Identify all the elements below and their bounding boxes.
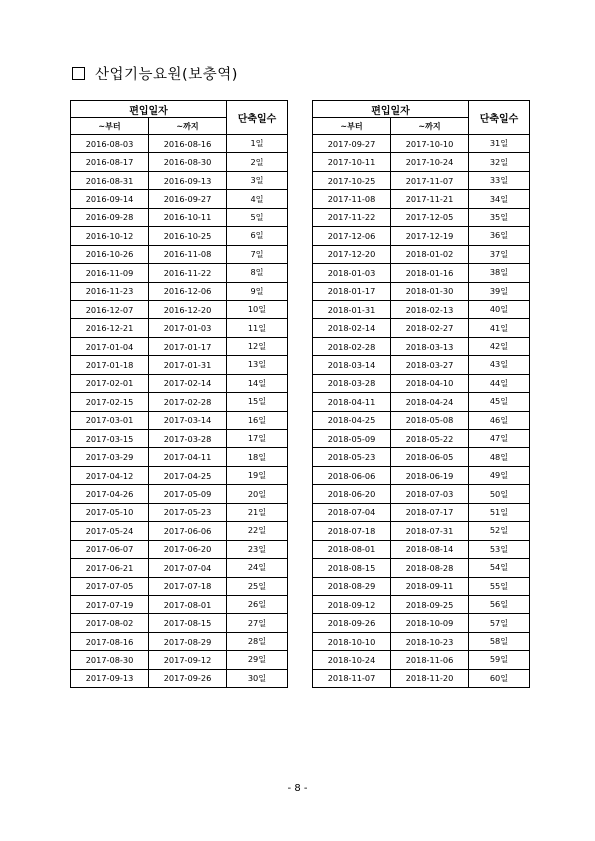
cell-reduction-days: 21일: [227, 503, 288, 521]
table-row: [71, 190, 288, 208]
table-row: [71, 430, 288, 448]
cell-from-date: 2017-10-25: [313, 171, 391, 189]
cell-reduction-days: 35일: [469, 208, 530, 226]
cell-from-date: 2017-01-04: [71, 337, 149, 355]
cell-to-date: 2016-09-13: [149, 171, 227, 189]
header-to: ~까지: [149, 118, 227, 135]
cell-reduction-days: 48일: [469, 448, 530, 466]
table-row: [71, 153, 288, 171]
cell-reduction-days: 36일: [469, 227, 530, 245]
cell-from-date: 2018-08-29: [313, 577, 391, 595]
cell-from-date: 2018-04-25: [313, 411, 391, 429]
cell-to-date: 2018-04-24: [391, 393, 469, 411]
table-row: [313, 503, 530, 521]
cell-to-date: 2018-03-27: [391, 356, 469, 374]
cell-to-date: 2016-10-11: [149, 208, 227, 226]
cell-from-date: 2017-08-16: [71, 632, 149, 650]
table-row: [71, 595, 288, 613]
cell-from-date: 2018-06-20: [313, 485, 391, 503]
table-row: [313, 430, 530, 448]
cell-reduction-days: 34일: [469, 190, 530, 208]
cell-to-date: 2017-08-15: [149, 614, 227, 632]
table-row: [71, 466, 288, 484]
cell-reduction-days: 13일: [227, 356, 288, 374]
cell-from-date: 2018-02-28: [313, 337, 391, 355]
cell-from-date: 2016-10-26: [71, 245, 149, 263]
cell-reduction-days: 59일: [469, 651, 530, 669]
table-row: [313, 393, 530, 411]
table-row: [71, 559, 288, 577]
cell-reduction-days: 58일: [469, 632, 530, 650]
cell-reduction-days: 18일: [227, 448, 288, 466]
cell-reduction-days: 14일: [227, 374, 288, 392]
cell-from-date: 2017-06-07: [71, 540, 149, 558]
cell-reduction-days: 57일: [469, 614, 530, 632]
cell-to-date: 2017-03-28: [149, 430, 227, 448]
cell-to-date: 2017-03-14: [149, 411, 227, 429]
cell-to-date: 2016-11-22: [149, 264, 227, 282]
cell-reduction-days: 17일: [227, 430, 288, 448]
table-row: [313, 448, 530, 466]
cell-to-date: 2018-02-27: [391, 319, 469, 337]
cell-to-date: 2018-04-10: [391, 374, 469, 392]
table-row: [71, 282, 288, 300]
cell-to-date: 2017-01-03: [149, 319, 227, 337]
cell-reduction-days: 19일: [227, 466, 288, 484]
cell-from-date: 2016-09-28: [71, 208, 149, 226]
cell-reduction-days: 1일: [227, 135, 288, 153]
cell-from-date: 2018-09-12: [313, 595, 391, 613]
table-row: [71, 393, 288, 411]
cell-from-date: 2016-10-12: [71, 227, 149, 245]
cell-reduction-days: 33일: [469, 171, 530, 189]
table-row: [313, 264, 530, 282]
cell-to-date: 2017-09-26: [149, 669, 227, 687]
table-row: [71, 171, 288, 189]
cell-to-date: 2018-07-03: [391, 485, 469, 503]
table-row: [71, 651, 288, 669]
cell-from-date: 2017-08-30: [71, 651, 149, 669]
cell-reduction-days: 9일: [227, 282, 288, 300]
table-row: [71, 227, 288, 245]
cell-to-date: 2018-11-06: [391, 651, 469, 669]
cell-from-date: 2017-09-27: [313, 135, 391, 153]
cell-from-date: 2017-03-01: [71, 411, 149, 429]
cell-to-date: 2017-09-12: [149, 651, 227, 669]
cell-to-date: 2018-11-20: [391, 669, 469, 687]
cell-reduction-days: 5일: [227, 208, 288, 226]
table-row: [71, 411, 288, 429]
cell-reduction-days: 7일: [227, 245, 288, 263]
table-row: [71, 135, 288, 153]
cell-to-date: 2018-01-30: [391, 282, 469, 300]
cell-reduction-days: 29일: [227, 651, 288, 669]
cell-to-date: 2017-06-06: [149, 522, 227, 540]
cell-reduction-days: 4일: [227, 190, 288, 208]
table-row: [313, 135, 530, 153]
table-row: [71, 264, 288, 282]
cell-from-date: 2017-11-22: [313, 208, 391, 226]
table-row: [313, 651, 530, 669]
cell-reduction-days: 40일: [469, 300, 530, 318]
cell-from-date: 2017-11-08: [313, 190, 391, 208]
cell-to-date: 2018-01-02: [391, 245, 469, 263]
header-days: 단축일수: [469, 101, 530, 135]
cell-reduction-days: 38일: [469, 264, 530, 282]
cell-to-date: 2018-07-17: [391, 503, 469, 521]
reduction-table-right: [312, 100, 530, 688]
cell-to-date: 2016-10-25: [149, 227, 227, 245]
cell-reduction-days: 43일: [469, 356, 530, 374]
table-row: [313, 466, 530, 484]
table-row: [71, 614, 288, 632]
cell-reduction-days: 2일: [227, 153, 288, 171]
cell-reduction-days: 45일: [469, 393, 530, 411]
cell-reduction-days: 28일: [227, 632, 288, 650]
table-row: [71, 577, 288, 595]
cell-reduction-days: 39일: [469, 282, 530, 300]
cell-from-date: 2018-10-24: [313, 651, 391, 669]
table-row: [313, 669, 530, 687]
header-period: 편입일자: [71, 101, 227, 118]
cell-to-date: 2018-09-11: [391, 577, 469, 595]
cell-reduction-days: 56일: [469, 595, 530, 613]
table-row: [313, 411, 530, 429]
cell-reduction-days: 16일: [227, 411, 288, 429]
table-row: [313, 171, 530, 189]
cell-to-date: 2017-10-24: [391, 153, 469, 171]
cell-to-date: 2017-05-09: [149, 485, 227, 503]
cell-reduction-days: 54일: [469, 559, 530, 577]
header-from: ~부터: [71, 118, 149, 135]
cell-reduction-days: 50일: [469, 485, 530, 503]
cell-from-date: 2016-08-03: [71, 135, 149, 153]
cell-to-date: 2017-04-25: [149, 466, 227, 484]
cell-to-date: 2016-12-20: [149, 300, 227, 318]
cell-from-date: 2018-11-07: [313, 669, 391, 687]
cell-reduction-days: 22일: [227, 522, 288, 540]
cell-reduction-days: 15일: [227, 393, 288, 411]
cell-reduction-days: 11일: [227, 319, 288, 337]
cell-from-date: 2017-06-21: [71, 559, 149, 577]
cell-from-date: 2017-04-12: [71, 466, 149, 484]
cell-reduction-days: 3일: [227, 171, 288, 189]
cell-reduction-days: 47일: [469, 430, 530, 448]
cell-from-date: 2017-03-15: [71, 430, 149, 448]
page-number: - 8 -: [287, 783, 308, 794]
table-row: [313, 245, 530, 263]
table-row: [313, 153, 530, 171]
checkbox-square-icon: [72, 67, 85, 80]
cell-to-date: 2017-08-01: [149, 595, 227, 613]
cell-reduction-days: 52일: [469, 522, 530, 540]
cell-from-date: 2018-09-26: [313, 614, 391, 632]
cell-to-date: 2017-04-11: [149, 448, 227, 466]
cell-reduction-days: 27일: [227, 614, 288, 632]
cell-to-date: 2017-07-18: [149, 577, 227, 595]
section-heading: [72, 62, 238, 84]
table-body-right: [313, 135, 530, 688]
cell-from-date: 2018-07-18: [313, 522, 391, 540]
cell-from-date: 2018-03-14: [313, 356, 391, 374]
cell-from-date: 2016-08-31: [71, 171, 149, 189]
cell-reduction-days: 44일: [469, 374, 530, 392]
table-row: [313, 300, 530, 318]
cell-to-date: 2018-01-16: [391, 264, 469, 282]
cell-reduction-days: 25일: [227, 577, 288, 595]
table-row: [313, 374, 530, 392]
cell-to-date: 2018-06-05: [391, 448, 469, 466]
cell-to-date: 2018-06-19: [391, 466, 469, 484]
cell-reduction-days: 8일: [227, 264, 288, 282]
cell-from-date: 2018-01-31: [313, 300, 391, 318]
cell-to-date: 2016-12-06: [149, 282, 227, 300]
cell-reduction-days: 60일: [469, 669, 530, 687]
cell-to-date: 2018-09-25: [391, 595, 469, 613]
cell-from-date: 2017-03-29: [71, 448, 149, 466]
cell-from-date: 2017-12-20: [313, 245, 391, 263]
cell-to-date: 2016-11-08: [149, 245, 227, 263]
cell-reduction-days: 20일: [227, 485, 288, 503]
table-row: [71, 540, 288, 558]
cell-from-date: 2017-01-18: [71, 356, 149, 374]
cell-to-date: 2016-09-27: [149, 190, 227, 208]
cell-to-date: 2017-11-21: [391, 190, 469, 208]
cell-reduction-days: 53일: [469, 540, 530, 558]
table-row: [313, 190, 530, 208]
table-row: [71, 356, 288, 374]
header-period: 편입일자: [313, 101, 469, 118]
cell-reduction-days: 24일: [227, 559, 288, 577]
table-row: [71, 245, 288, 263]
cell-from-date: 2018-04-11: [313, 393, 391, 411]
cell-to-date: 2018-08-14: [391, 540, 469, 558]
cell-reduction-days: 55일: [469, 577, 530, 595]
cell-from-date: 2018-10-10: [313, 632, 391, 650]
table-row: [313, 577, 530, 595]
table-row: [313, 559, 530, 577]
table-row: [71, 374, 288, 392]
cell-from-date: 2018-02-14: [313, 319, 391, 337]
cell-from-date: 2018-05-09: [313, 430, 391, 448]
cell-from-date: 2018-07-04: [313, 503, 391, 521]
table-row: [71, 300, 288, 318]
table-row: [71, 669, 288, 687]
cell-to-date: 2018-10-23: [391, 632, 469, 650]
cell-reduction-days: 31일: [469, 135, 530, 153]
cell-to-date: 2017-06-20: [149, 540, 227, 558]
cell-from-date: 2017-12-06: [313, 227, 391, 245]
cell-from-date: 2018-08-01: [313, 540, 391, 558]
cell-to-date: 2018-02-13: [391, 300, 469, 318]
table-row: [71, 522, 288, 540]
cell-from-date: 2017-10-11: [313, 153, 391, 171]
cell-to-date: 2017-11-07: [391, 171, 469, 189]
cell-from-date: 2016-12-07: [71, 300, 149, 318]
cell-from-date: 2017-05-10: [71, 503, 149, 521]
cell-from-date: 2018-06-06: [313, 466, 391, 484]
header-days: 단축일수: [227, 101, 288, 135]
cell-to-date: 2017-05-23: [149, 503, 227, 521]
cell-reduction-days: 26일: [227, 595, 288, 613]
cell-to-date: 2017-12-05: [391, 208, 469, 226]
cell-to-date: 2018-08-28: [391, 559, 469, 577]
cell-reduction-days: 30일: [227, 669, 288, 687]
cell-reduction-days: 41일: [469, 319, 530, 337]
cell-to-date: 2016-08-16: [149, 135, 227, 153]
cell-from-date: 2017-04-26: [71, 485, 149, 503]
table-row: [313, 208, 530, 226]
cell-from-date: 2016-09-14: [71, 190, 149, 208]
cell-from-date: 2016-12-21: [71, 319, 149, 337]
cell-from-date: 2017-07-19: [71, 595, 149, 613]
cell-reduction-days: 10일: [227, 300, 288, 318]
cell-to-date: 2018-07-31: [391, 522, 469, 540]
table-row: [313, 337, 530, 355]
cell-from-date: 2017-05-24: [71, 522, 149, 540]
cell-reduction-days: 51일: [469, 503, 530, 521]
cell-to-date: 2017-02-14: [149, 374, 227, 392]
cell-from-date: 2018-01-03: [313, 264, 391, 282]
cell-reduction-days: 6일: [227, 227, 288, 245]
cell-to-date: 2018-05-08: [391, 411, 469, 429]
cell-from-date: 2017-09-13: [71, 669, 149, 687]
cell-reduction-days: 23일: [227, 540, 288, 558]
cell-from-date: 2018-01-17: [313, 282, 391, 300]
cell-from-date: 2017-02-01: [71, 374, 149, 392]
cell-to-date: 2017-01-17: [149, 337, 227, 355]
table-row: [71, 503, 288, 521]
table-row: [313, 485, 530, 503]
section-heading-text: 산업기능요원(보충역): [95, 66, 238, 83]
cell-to-date: 2018-03-13: [391, 337, 469, 355]
cell-from-date: 2017-07-05: [71, 577, 149, 595]
table-row: [71, 208, 288, 226]
cell-to-date: 2017-02-28: [149, 393, 227, 411]
cell-from-date: 2018-05-23: [313, 448, 391, 466]
cell-reduction-days: 49일: [469, 466, 530, 484]
cell-from-date: 2017-08-02: [71, 614, 149, 632]
cell-to-date: 2017-01-31: [149, 356, 227, 374]
cell-from-date: 2016-11-09: [71, 264, 149, 282]
cell-from-date: 2016-11-23: [71, 282, 149, 300]
cell-from-date: 2017-02-15: [71, 393, 149, 411]
header-from: ~부터: [313, 118, 391, 135]
cell-from-date: 2016-08-17: [71, 153, 149, 171]
table-row: [313, 227, 530, 245]
table-body-left: [71, 135, 288, 688]
cell-reduction-days: 12일: [227, 337, 288, 355]
cell-reduction-days: 32일: [469, 153, 530, 171]
table-row: [313, 319, 530, 337]
cell-from-date: 2018-08-15: [313, 559, 391, 577]
table-row: [313, 614, 530, 632]
reduction-table-left: [70, 100, 288, 688]
table-row: [71, 448, 288, 466]
cell-from-date: 2018-03-28: [313, 374, 391, 392]
table-row: [313, 356, 530, 374]
table-row: [71, 632, 288, 650]
table-row: [313, 595, 530, 613]
cell-to-date: 2017-10-10: [391, 135, 469, 153]
cell-reduction-days: 37일: [469, 245, 530, 263]
cell-reduction-days: 46일: [469, 411, 530, 429]
header-to: ~까지: [391, 118, 469, 135]
cell-to-date: 2017-12-19: [391, 227, 469, 245]
table-row: [71, 485, 288, 503]
table-row: [313, 522, 530, 540]
cell-to-date: 2018-10-09: [391, 614, 469, 632]
table-row: [313, 540, 530, 558]
table-row: [313, 282, 530, 300]
cell-to-date: 2017-08-29: [149, 632, 227, 650]
table-row: [71, 319, 288, 337]
table-row: [313, 632, 530, 650]
cell-reduction-days: 42일: [469, 337, 530, 355]
cell-to-date: 2016-08-30: [149, 153, 227, 171]
table-row: [71, 337, 288, 355]
cell-to-date: 2018-05-22: [391, 430, 469, 448]
cell-to-date: 2017-07-04: [149, 559, 227, 577]
